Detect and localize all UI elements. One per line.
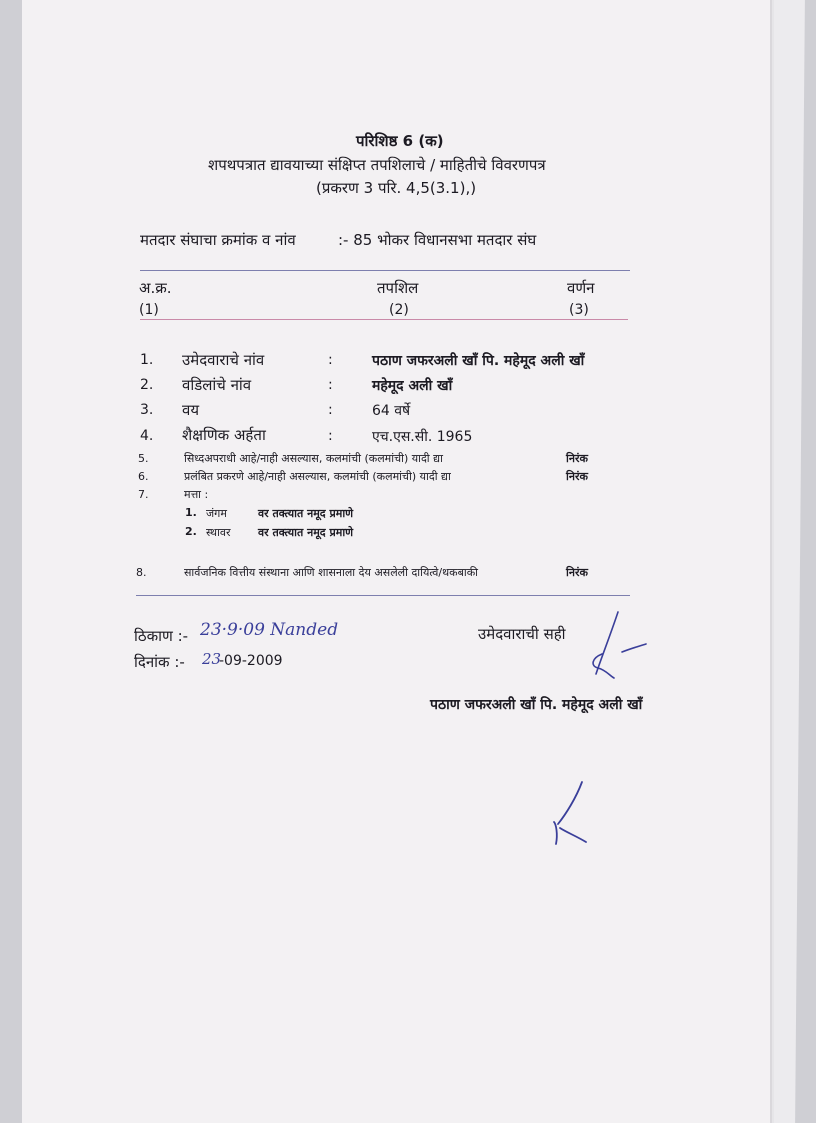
col-header-details: तपशिल [377,279,419,297]
row-number: 2. [140,377,154,393]
asset-value: वर तक्त्यात नमूद प्रमाणे [258,526,354,539]
row-value: एच.एस.सी. 1965 [372,429,473,445]
row-number: 5. [138,452,149,465]
row-number: 6. [138,470,149,483]
asset-number: 1. [185,506,197,519]
col-number-1: (1) [139,302,159,318]
divider [136,595,630,596]
row-label: सार्वजनिक वित्तीय संस्थाना आणि शासनाला देय असलेली दायित्वे/थकबाकी [184,566,479,579]
row-label: वय [182,401,200,419]
constituency-label: मतदार संघाचा क्रमांक व नांव [140,231,296,249]
document-reference: (प्रकरण 3 परि. 4,5(3.1),) [316,179,477,197]
row-number: 8. [136,566,147,579]
row-separator: : [328,352,333,368]
divider [140,319,628,320]
signature-label: उमेदवाराची सही [478,625,566,643]
asset-type: जंगम [206,507,227,520]
signature-mark [562,606,652,686]
row-value: निरंक [566,452,588,465]
asset-value: वर तक्त्यात नमूद प्रमाणे [258,507,354,520]
col-number-3: (3) [569,302,589,318]
row-label: शैक्षणिक अर्हता [182,426,266,444]
row-separator: : [328,428,333,444]
asset-type: स्थावर [206,526,231,539]
signatory-name: पठाण जफरअली खाँ पि. महेमूद अली खाँ [430,697,643,713]
row-number: 3. [140,402,154,418]
row-number: 7. [138,488,149,501]
row-separator: : [328,402,333,418]
constituency-value: :- 85 भोकर विधानसभा मतदार संघ [338,231,537,249]
row-value: महेमूद अली खाँ [372,378,453,394]
document-subtitle: शपथपत्रात द्यावयाच्या संक्षिप्त तपशिलाचे / माहितीचे विवरणपत्र [208,156,546,174]
signature-initials [542,778,602,850]
row-label: सिध्दअपराधी आहे/नाही असल्यास, कलमांची (कलमांची) यादी द्या [184,452,443,465]
asset-number: 2. [185,525,197,538]
col-header-serial: अ.क्र. [139,279,172,297]
row-label: वडिलांचे नांव [182,376,252,394]
row-label: प्रलंबित प्रकरणे आहे/नाही असल्यास, कलमांची (कलमांची) यादी द्या [184,470,451,483]
row-value: 64 वर्षे [372,403,411,419]
row-value: निरंक [566,470,588,483]
place-handwritten: 23·9·09 Nanded [200,620,339,640]
row-label: मत्ता : [184,488,209,501]
document-title: परिशिष्ठ 6 (क) [356,132,444,150]
place-label: ठिकाण :- [134,627,189,645]
date-value: -09-2009 [219,653,283,669]
col-number-2: (2) [389,302,409,318]
row-separator: : [328,377,333,393]
row-value: पठाण जफरअली खाँ पि. महेमूद अली खाँ [372,353,585,369]
document-page [22,0,770,1123]
date-label: दिनांक :- [134,653,185,671]
divider [140,270,630,271]
row-number: 1. [140,352,154,368]
row-label: उमेदवाराचे नांव [182,351,265,369]
row-value: निरंक [566,566,588,579]
col-header-description: वर्णन [567,279,595,297]
row-number: 4. [140,428,154,444]
date-handwritten: 23 [202,650,222,668]
